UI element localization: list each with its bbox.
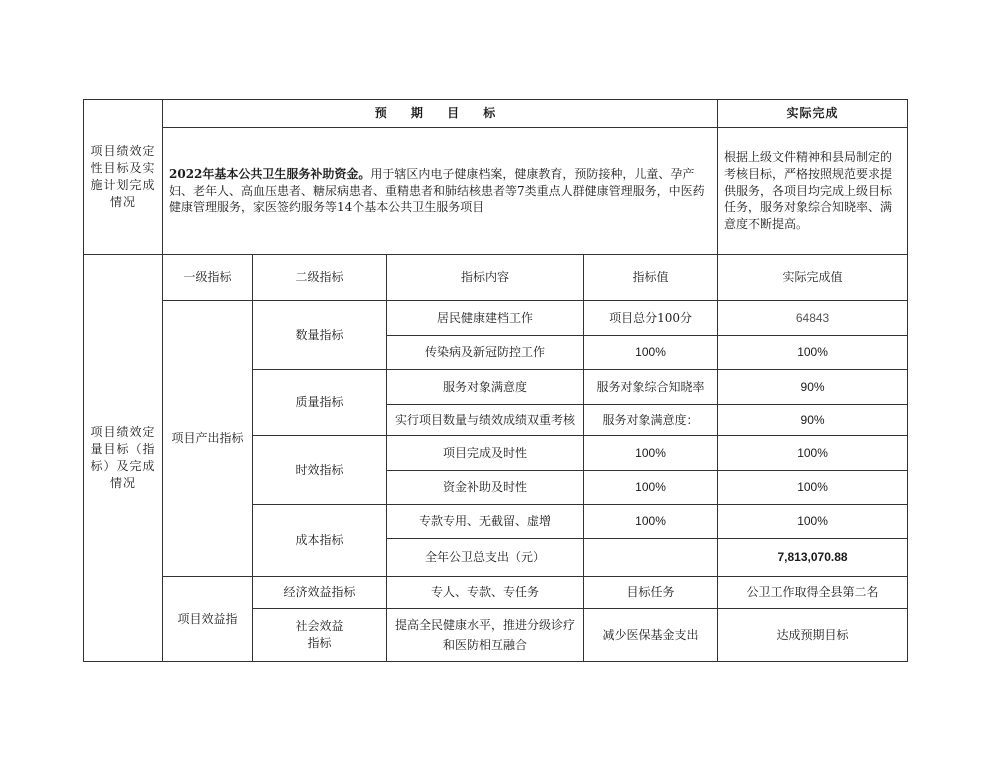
actual-value: 100% xyxy=(718,436,908,471)
indicator-content: 资金补助及时性 xyxy=(387,471,584,505)
qualitative-label: 项目绩效定性目标及实施计划完成情况 xyxy=(84,100,163,255)
actual-header: 实际完成 xyxy=(718,100,908,128)
indicator-value: 100% xyxy=(584,471,718,505)
header-value: 指标值 xyxy=(584,255,718,301)
goal-title: 2022年基本公共卫生服务补助资金。 xyxy=(169,166,371,181)
goal-header: 预 期 目 标 xyxy=(163,100,718,128)
actual-value: 100% xyxy=(718,505,908,539)
indicator-content: 专人、专款、专任务 xyxy=(387,577,584,609)
social-indicator-label: 社会效益指标 xyxy=(253,609,387,662)
indicator-content: 居民健康建档工作 xyxy=(387,301,584,336)
goal-text: 用于辖区内电子健康档案，健康教育，预防接种，儿童、孕产妇、老年人、高血压患者、糖尿病患者、重精患者和肺结核患者等7类重点人群健康管理服务，中医药健康管理服务，家医签约服务等14个基本公共卫生服务项目 xyxy=(169,166,705,215)
indicator-content: 提高全民健康水平，推进分级诊疗和医防相互融合 xyxy=(387,609,584,662)
output-indicator-label: 项目产出指标 xyxy=(163,301,253,577)
quantitative-label: 项目绩效定量目标（指标）及完成情况 xyxy=(84,255,163,662)
indicator-content: 专款专用、无截留、虚增 xyxy=(387,505,584,539)
quality-indicator-label: 质量指标 xyxy=(253,370,387,436)
indicator-content: 传染病及新冠防控工作 xyxy=(387,336,584,370)
actual-value: 公卫工作取得全县第二名 xyxy=(718,577,908,609)
goal-description xyxy=(163,128,718,255)
economic-indicator-label: 经济效益指标 xyxy=(253,577,387,609)
header-level1: 一级指标 xyxy=(163,255,253,301)
indicator-value: 服务对象满意度： xyxy=(584,405,718,436)
indicator-content: 实行项目数量与绩效成绩双重考核 xyxy=(387,405,584,436)
actual-value: 90% xyxy=(718,405,908,436)
header-level2: 二级指标 xyxy=(253,255,387,301)
header-content: 指标内容 xyxy=(387,255,584,301)
indicator-value: 服务对象综合知晓率 xyxy=(584,370,718,405)
indicator-value: 100% xyxy=(584,505,718,539)
indicator-value: 目标任务 xyxy=(584,577,718,609)
actual-value: 64843 xyxy=(718,301,908,336)
benefit-indicator-label: 项目效益指 xyxy=(163,577,253,662)
indicator-content: 项目完成及时性 xyxy=(387,436,584,471)
indicator-content: 服务对象满意度 xyxy=(387,370,584,405)
timeliness-indicator-label: 时效指标 xyxy=(253,436,387,505)
actual-value: 100% xyxy=(718,336,908,370)
quantity-indicator-label: 数量指标 xyxy=(253,301,387,370)
indicator-content: 全年公卫总支出（元） xyxy=(387,539,584,577)
performance-table xyxy=(83,99,908,662)
actual-value: 100% xyxy=(718,471,908,505)
indicator-value: 100% xyxy=(584,336,718,370)
actual-value: 达成预期目标 xyxy=(718,609,908,662)
actual-value: 7,813,070.88 xyxy=(718,539,908,577)
actual-description: 根据上级文件精神和县局制定的考核目标，严格按照规范要求提供服务，各项目均完成上级目标任务，服务对象综合知晓率、满意度不断提高。 xyxy=(718,128,908,255)
indicator-value: 项目总分100分 xyxy=(584,301,718,336)
header-actual: 实际完成值 xyxy=(718,255,908,301)
indicator-value xyxy=(584,539,718,577)
indicator-value: 减少医保基金支出 xyxy=(584,609,718,662)
cost-indicator-label: 成本指标 xyxy=(253,505,387,577)
actual-value: 90% xyxy=(718,370,908,405)
indicator-value: 100% xyxy=(584,436,718,471)
